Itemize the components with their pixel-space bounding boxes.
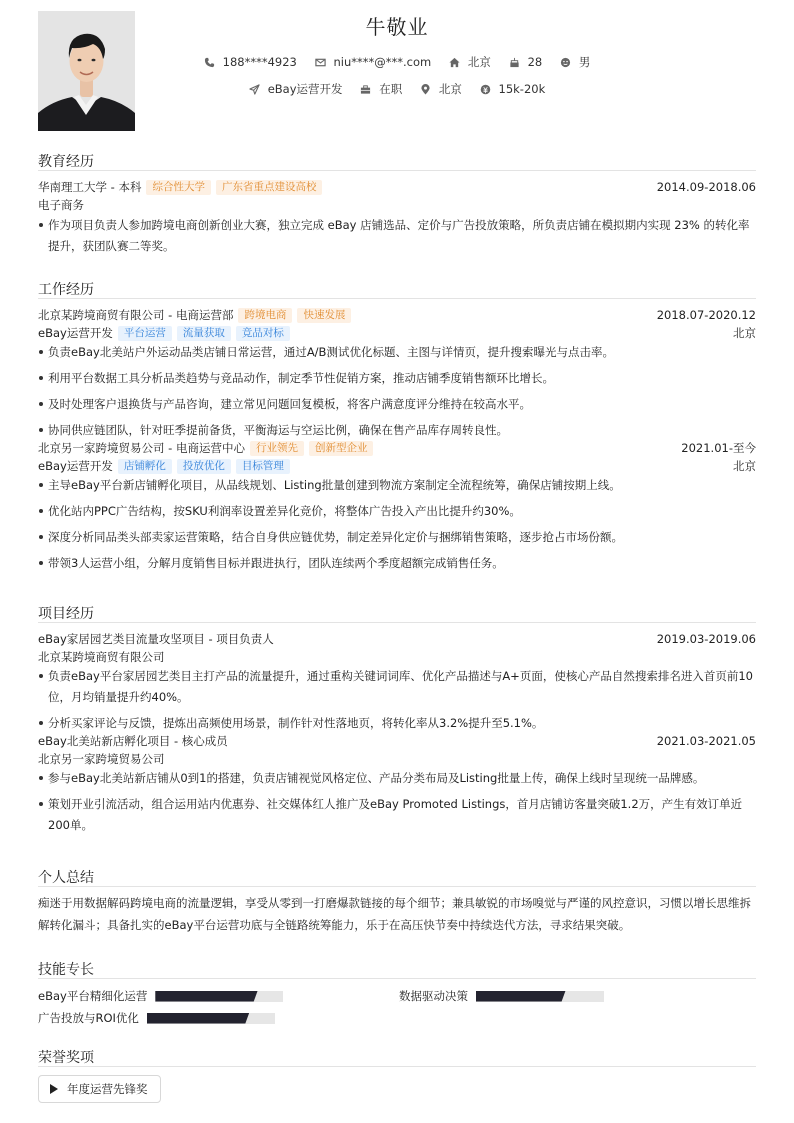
job-role-row <box>38 457 756 475</box>
awards-list <box>38 1075 756 1103</box>
school-tag: 广东省重点建设高校 <box>216 180 323 195</box>
skill-item <box>38 1009 275 1027</box>
job-info-row <box>38 81 756 98</box>
education-bullets <box>38 215 756 257</box>
job-role: eBay运营开发 <box>38 459 113 473</box>
skills-title: 技能专长 <box>38 959 756 979</box>
award-item[interactable] <box>38 1075 161 1103</box>
bullet-item: 主导eBay平台新店铺孵化项目，从品线规划、Listing批量创建到物流方案制定全流程统筹，确保店铺按期上线。 <box>38 475 756 496</box>
age-text: 28 <box>527 55 543 69</box>
info-phone <box>204 55 297 69</box>
job-city: 北京 <box>733 459 756 473</box>
bullet-item: 利用平台数据工具分析品类趋势与竞品动作，制定季节性促销方案，推动店铺季度销售额环比增长。 <box>38 368 756 389</box>
project-name-row <box>38 630 756 648</box>
company-tag: 跨境电商 <box>238 308 292 323</box>
email-text: niu****@***.com <box>333 55 432 69</box>
project-bullets <box>38 666 756 734</box>
skill-item <box>399 987 604 1005</box>
awards-section <box>38 1047 756 1103</box>
phone-text: 188****4923 <box>222 55 297 69</box>
projects-title: 项目经历 <box>38 603 756 623</box>
projects-section <box>38 603 756 841</box>
bullet-item: 作为项目负责人参加跨境电商创新创业大赛，独立完成 eBay 店铺选品、定价与广告投放策略，所负责店铺在模拟期内实现 23% 的转化率提升，获团队赛二等奖。 <box>38 215 756 257</box>
info-home-city <box>449 54 491 70</box>
skill-bar <box>147 1013 275 1024</box>
home-city-text: 北京 <box>467 55 491 69</box>
project-name: eBay北美站新店孵化项目 - 核心成员 <box>38 734 228 748</box>
role-tag: 店铺孵化 <box>118 459 172 474</box>
play-triangle-icon <box>50 1084 58 1094</box>
info-salary <box>480 82 546 96</box>
awards-title: 荣誉奖项 <box>38 1047 756 1067</box>
skill-bar-fill <box>147 1013 249 1024</box>
job-bullets <box>38 475 756 574</box>
job-date: 2018.07-2020.12 <box>656 308 756 322</box>
project-name-row <box>38 732 756 750</box>
skills-list <box>38 987 756 1031</box>
school-tag: 综合性大学 <box>146 180 211 195</box>
project-company: 北京某跨境商贸有限公司 <box>38 650 165 664</box>
project-bullets <box>38 768 756 836</box>
project-date: 2019.03-2019.06 <box>656 632 756 646</box>
money-icon <box>480 84 491 95</box>
education-title: 教育经历 <box>38 151 756 171</box>
skill-bar <box>476 991 604 1002</box>
info-status <box>360 81 402 97</box>
bullet-item: 负责eBay北美站户外运动品类店铺日常运营，通过A/B测试优化标题、主图与详情页，提升搜索曝光与点击率。 <box>38 342 756 363</box>
company-tag: 快速发展 <box>297 308 351 323</box>
target-job-text: eBay运营开发 <box>267 82 343 96</box>
bullet-item: 分析买家评论与反馈，提炼出高频使用场景，制作针对性落地页，将转化率从3.2%提升至5.1%。 <box>38 713 756 734</box>
skill-bar-fill <box>476 991 566 1002</box>
bullet-item: 深度分析同品类头部卖家运营策略，结合自身供应链优势，制定差异化定价与捆绑销售策略，逐步抢占市场份额。 <box>38 527 756 548</box>
contact-info-row <box>38 54 756 71</box>
skill-item <box>38 987 283 1005</box>
company-tag: 创新型企业 <box>309 441 374 456</box>
cake-icon <box>509 57 520 68</box>
job-company-row <box>38 306 756 324</box>
summary-text: 痴迷于用数据解码跨境电商的流量逻辑，享受从零到一打磨爆款链接的每个细节；兼具敏锐的市场嗅觉与严谨的风控意识，习惯以增长思维拆解转化漏斗；具备扎实的eBay平台运营功底与全链路统筹能力，乐于在高压快节奏中持续迭代方法，寻求结果突破。 <box>38 896 751 932</box>
skill-bar-fill <box>155 991 257 1002</box>
job-role-row <box>38 324 756 342</box>
school-name: 华南理工大学 - 本科 <box>38 180 142 194</box>
bullet-item: 带领3人运营小组，分解月度销售目标并跟进执行，团队连续两个季度超额完成销售任务。 <box>38 553 756 574</box>
candidate-name: 牛敬业 <box>365 15 429 39</box>
briefcase-icon <box>360 84 371 95</box>
info-target-city <box>420 81 462 97</box>
job-bullets <box>38 342 756 441</box>
skill-name: 广告投放与ROI优化 <box>38 1011 139 1025</box>
info-target-job <box>249 81 343 97</box>
bullet-item: 及时处理客户退换货与产品咨询，建立常见问题回复模板，将客户满意度评分维持在较高水平。 <box>38 394 756 415</box>
skill-name: eBay平台精细化运营 <box>38 989 148 1003</box>
education-section <box>38 151 756 262</box>
skills-section <box>38 959 756 1031</box>
job-city: 北京 <box>733 326 756 340</box>
skill-name: 数据驱动决策 <box>399 989 468 1003</box>
role-tag: 流量获取 <box>177 326 231 341</box>
status-text: 在职 <box>379 82 403 96</box>
project-date: 2021.03-2021.05 <box>656 734 756 748</box>
bullet-item: 负责eBay平台家居园艺类目主打产品的流量提升，通过重构关键词词库、优化产品描述与A+页面，使核心产品自然搜索排名进入首页前10位，月均销量提升约40%。 <box>38 666 756 708</box>
bullet-item: 优化站内PPC广告结构，按SKU利润率设置差异化竞价，将整体广告投入产出比提升约30%。 <box>38 501 756 522</box>
role-tag: 投放优化 <box>177 459 231 474</box>
job-company: 北京另一家跨境贸易公司 - 电商运营中心 <box>38 441 245 455</box>
role-tag: 竞品对标 <box>236 326 290 341</box>
skill-bar <box>155 991 283 1002</box>
bullet-item: 参与eBay北美站新店铺从0到1的搭建，负责店铺视觉风格定位、产品分类布局及Listing批量上传，确保上线时呈现统一品牌感。 <box>38 768 756 789</box>
project-company: 北京另一家跨境贸易公司 <box>38 752 165 766</box>
mail-icon <box>315 57 326 68</box>
job-company-row <box>38 439 756 457</box>
summary-title: 个人总结 <box>38 867 756 887</box>
job-date: 2021.01-至今 <box>681 441 756 455</box>
info-age <box>509 55 543 69</box>
job-role: eBay运营开发 <box>38 326 113 340</box>
send-icon <box>249 84 260 95</box>
award-name: 年度运营先锋奖 <box>67 1082 148 1096</box>
company-tag: 行业领先 <box>250 441 304 456</box>
face-icon <box>560 57 571 68</box>
education-major: 电子商务 <box>38 198 84 212</box>
salary-text: 15k-20k <box>498 82 546 96</box>
location-icon <box>420 84 431 95</box>
bullet-item: 策划开业引流活动，组合运用站内优惠券、社交媒体红人推广及eBay Promoted Listings，首月店铺访客量突破1.2万，产生有效订单近200单。 <box>38 794 756 836</box>
bullet-item: 协同供应链团队，针对旺季提前备货，平衡海运与空运比例，确保在售产品库存周转良性。 <box>38 420 756 441</box>
role-tag: 平台运营 <box>118 326 172 341</box>
project-name: eBay家居园艺类目流量攻坚项目 - 项目负责人 <box>38 632 274 646</box>
info-gender <box>560 54 591 70</box>
info-email <box>315 55 432 69</box>
summary-section <box>38 867 756 936</box>
job-company: 北京某跨境商贸有限公司 - 电商运营部 <box>38 308 234 322</box>
education-school-row <box>38 178 756 196</box>
role-tag: 目标管理 <box>236 459 290 474</box>
education-date: 2014.09-2018.06 <box>656 180 756 194</box>
target-city-text: 北京 <box>438 82 462 96</box>
home-icon <box>449 57 460 68</box>
work-title: 工作经历 <box>38 279 756 299</box>
phone-icon <box>204 57 215 68</box>
work-section <box>38 279 756 579</box>
gender-text: 男 <box>578 55 591 69</box>
